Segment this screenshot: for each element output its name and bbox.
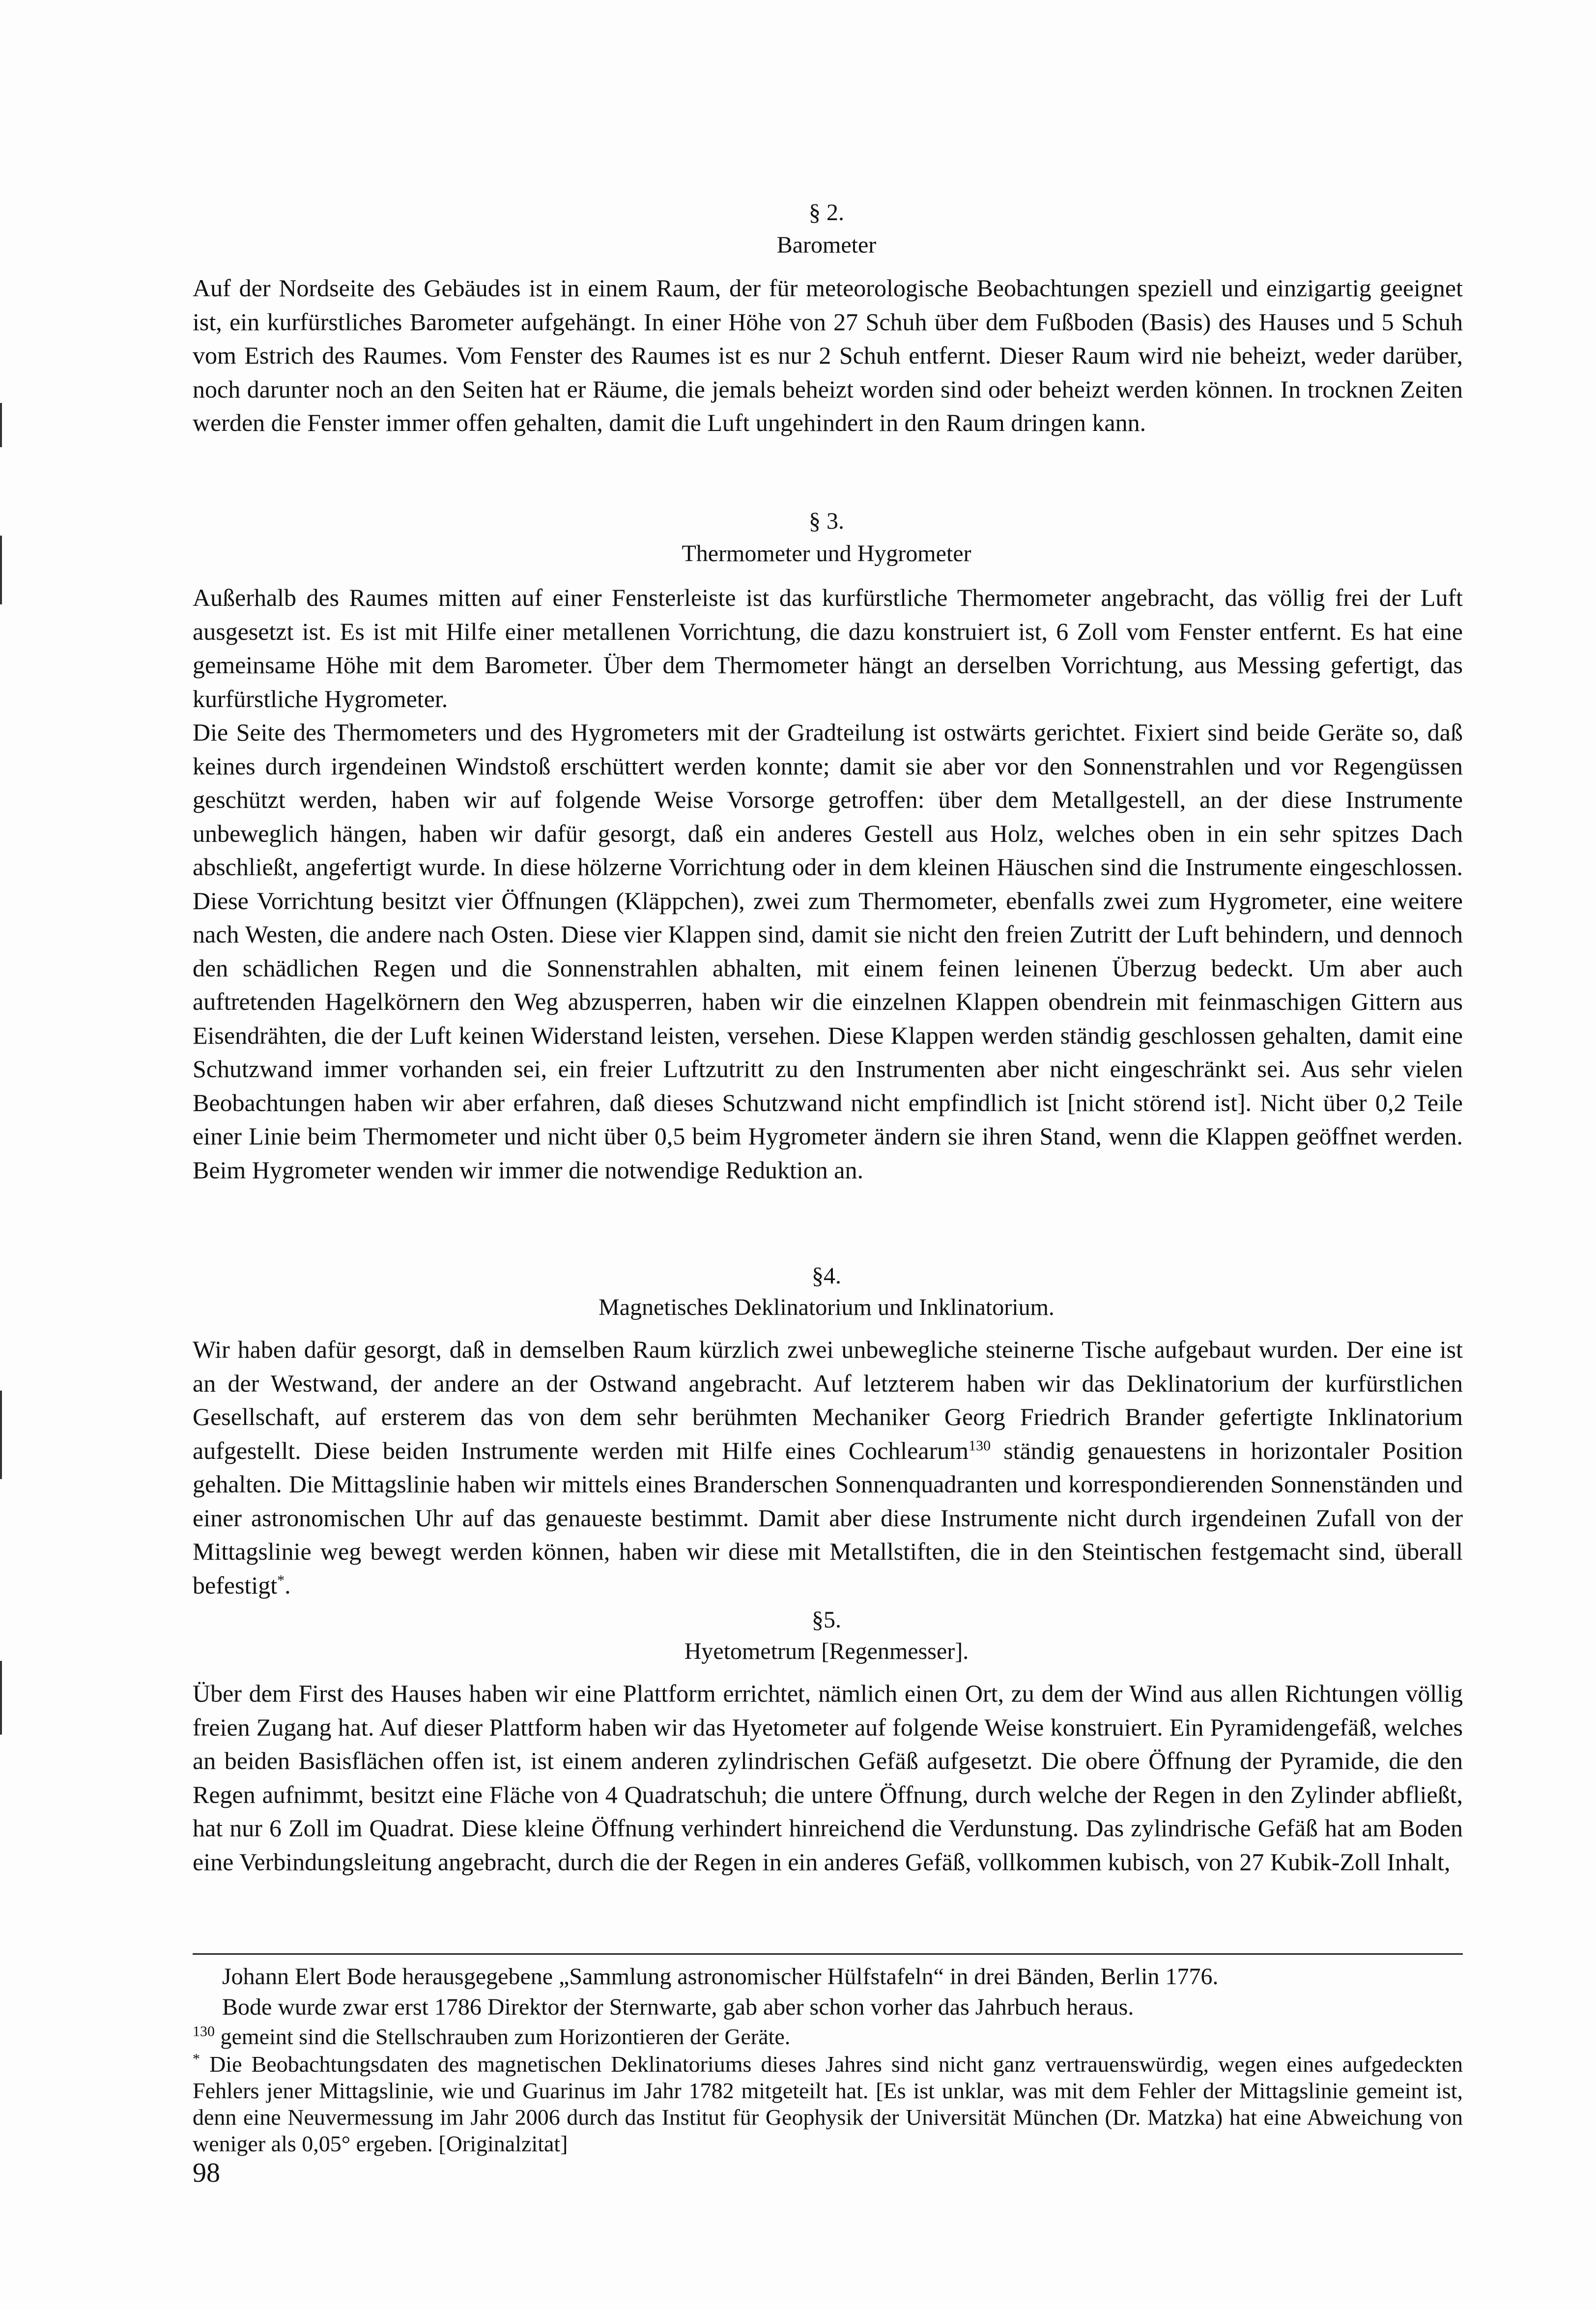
section-3-paragraph-1: Außerhalb des Raumes mitten auf einer Fensterleiste ist das kurfürstliche Thermometer angebracht, das völlig frei der Luft ausgesetzt ist. Es ist mit Hilfe einer metallenen Vorrichtung, die dazu konstruiert ist, 6 Zoll vom Fenster entfernt. Es hat eine gemeinsame Höhe mit dem Barometer. Über dem Thermometer hängt an derselben Vorrichtung, aus Messing gefertigt, das kurfürstliche Hygrometer. bbox=[193, 584, 1463, 713]
footnote-130 bbox=[193, 2024, 1463, 2050]
section-4-text-c: . bbox=[285, 1571, 291, 1599]
footnote-130-mark: 130 bbox=[193, 2023, 215, 2040]
section-2-title: Barometer bbox=[776, 232, 877, 258]
footnote-rule bbox=[193, 1953, 1463, 1955]
section-2-paragraph: Auf der Nordseite des Gebäudes ist in einem Raum, der für meteorologische Beobachtungen speziell und einzigartig geeignet ist, ein kurfürstliches Barometer aufgehängt. In einer Höhe von 27 Schuh über dem Fußboden (Basis) des Hauses und 5 Schuh vom Estrich des Raumes. Vom Fenster des Raumes ist es nur 2 Schuh entfernt. Dieser Raum wird nie beheizt, weder darüber, noch darunter noch an den Seiten hat er Räume, die jemals beheizt worden sind oder beheizt werden können. In trocknen Zeiten werden die Fenster immer offen gehalten, damit die Luft ungehindert in den Raum dringen kann. bbox=[193, 274, 1463, 436]
section-5-paragraph: Über dem First des Hauses haben wir eine Plattform errichtet, nämlich einen Ort, zu dem der Wind aus allen Richtungen völlig freien Zugang hat. Auf dieser Plattform haben wir das Hyetometer auf folgende Weise konstruiert. Ein Pyramidengefäß, welches an beiden Basisflächen offen ist, ist einem anderen zylindrischen Gefäß aufgesetzt. Die obere Öffnung der Pyramide, die den Regen aufnimmt, besitzt eine Fläche von 4 Quadratschuh; die untere Öffnung, durch welche der Regen in den Zylinder abfließt, hat nur 6 Zoll im Quadrat. Diese kleine Öffnung verhindert hinreichend die Verdunstung. Das zylindrische Gefäß hat am Boden eine Verbindungsleitung angebracht, durch die der Regen in ein anderes Gefäß, vollkommen kubisch, von 27 Kubik-Zoll Inhalt, bbox=[193, 1680, 1463, 1876]
section-4-text-a: Wir haben dafür gesorgt, daß in demselben Raum kürzlich zwei unbewegliche steinerne Tische aufgebaut wurden. Der eine ist an der Westwand, der andere an der Ostwand angebracht. Auf letzterem haben wir das Deklinatorium der kurfürstlichen Gesellschaft, auf ersterem das von dem sehr berühmten Mechaniker Georg Friedrich Brander gefertigte Inklinatorium aufgestellt. Diese beiden Instrumente werden mit Hilfe eines Cochlearum bbox=[193, 1336, 1463, 1464]
section-2-number: § 2. bbox=[809, 200, 844, 226]
footnote-continued-line-2: Bode wurde zwar erst 1786 Direktor der Sternwarte, gab aber schon vorher das Jahrbuch heraus. bbox=[222, 1994, 1134, 2020]
section-4-title: Magnetisches Deklinatorium und Inklinatorium. bbox=[598, 1294, 1054, 1320]
section-4-text-b: ständig genauestens in horizontaler Position gehalten. Die Mittagslinie haben wir mittels eines Branderschen Sonnenquadranten und korrespondierenden Sonnenständen und einer astronomischen Uhr auf das genaueste bestimmt. Damit aber diese Instrumente nicht durch irgendeinen Zufall von der Mittagslinie weg bewegt werden können, haben wir diese mit Metallstiften, die in den Steintischen festgemacht sind, überall befestigt bbox=[193, 1436, 1463, 1599]
section-3-paragraph-2: Die Seite des Thermometers und des Hygrometers mit der Gradteilung ist ostwärts gerichtet. Fixiert sind beide Geräte so, daß keines durch irgendeinen Windstoß erschüttert werden konnte; damit sie aber vor den Sonnenstrahlen und vor Regengüssen geschützt werden, haben wir auf folgende Weise Vorsorge getroffen: über dem Metallgestell, an der diese Instrumente unbeweglich hängen, haben wir dafür gesorgt, daß ein anderes Gestell aus Holz, welches oben in ein sehr spitzes Dach abschließt, angefertigt wurde. In diese hölzerne Vorrichtung oder in dem kleinen Häuschen sind die Instrumente eingeschlossen. Diese Vorrichtung besitzt vier Öffnungen (Kläppchen), zwei zum Thermometer, ebenfalls zwei zum Hygrometer, eine weitere nach Westen, die andere nach Osten. Diese vier Klappen sind, damit sie nicht den freien Zutritt der Luft behindern, und dennoch den schädlichen Regen und die Sonnenstrahlen abhalten, mit einem feinen leinenen Überzug bedeckt. Um aber auch auftretenden Hagelkörnern den Weg abzusperren, haben wir die einzelnen Klappen obendrein mit feinmaschigen Gittern aus Eisendrähten, die der Luft keinen Widerstand leisten, versehen. Diese Klappen werden ständig geschlossen gehalten, damit eine Schutzwand immer vorhanden sei, ein freier Luftzutritt zu den Instrumenten aber nicht eingeschränkt sei. Aus sehr vielen Beobachtungen haben wir aber erfahren, daß dieses Schutzwand nicht empfindlich ist [nicht störend ist]. Nicht über 0,2 Teile einer Linie beim Thermometer und nicht über 0,5 beim Hygrometer ändern sie ihren Stand, wenn die Klappen geöffnet werden. Beim Hygrometer wenden wir immer die notwendige Reduktion an. bbox=[193, 718, 1463, 1184]
section-3-title: Thermometer und Hygrometer bbox=[682, 541, 971, 567]
footnote-star-mark: * bbox=[193, 2051, 200, 2067]
section-5-title: Hyetometrum [Regenmesser]. bbox=[684, 1638, 969, 1664]
section-4-paragraph bbox=[193, 1333, 1463, 1602]
footnote-continued-line-1: Johann Elert Bode herausgegebene „Sammlung astronomischer Hülfstafeln“ in drei Bänden, Berlin 1776. bbox=[222, 1964, 1219, 1990]
footnote-star bbox=[193, 2051, 1463, 2157]
footnote-star-text: Die Beobachtungsdaten des magnetischen Deklinatoriums dieses Jahres sind nicht ganz vertrauenswürdig, wegen eines aufgedeckten Fehlers jener Mittagslinie, wie und Guarinus im Jahr 1782 mitgeteilt hat. [Es ist unklar, was mit dem Fehler der Mittagslinie gemeint ist, denn eine Neuvermessung im Jahr 2006 durch das Institut für Geophysik der Universität München (Dr. Matzka) hat eine Abweichung von weniger als 0,05° ergeben. [Originalzitat] bbox=[193, 2052, 1463, 2156]
scan-edge-marks bbox=[0, 0, 5, 2310]
section-3-number: § 3. bbox=[809, 508, 844, 534]
footnote-ref-star: * bbox=[277, 1571, 285, 1588]
section-4-number: §4. bbox=[812, 1263, 841, 1289]
section-5-number: §5. bbox=[812, 1607, 841, 1633]
page-number: 98 bbox=[193, 2158, 220, 2188]
footnote-ref-130: 130 bbox=[969, 1437, 991, 1454]
footnote-130-text: gemeint sind die Stellschrauben zum Horizontieren der Geräte. bbox=[215, 2024, 791, 2049]
